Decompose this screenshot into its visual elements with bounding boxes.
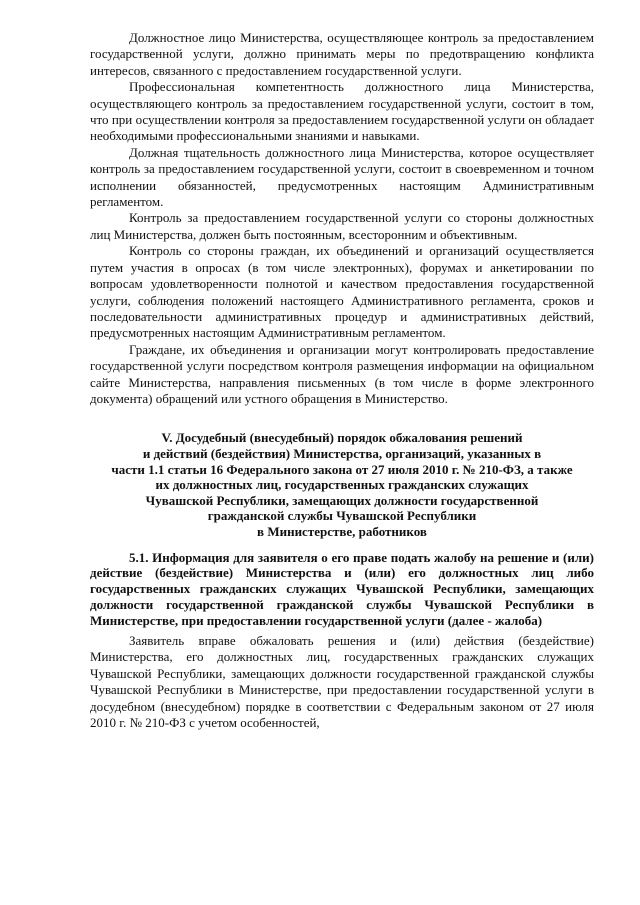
paragraph-citizens-monitoring: Граждане, их объединения и организации могут контролировать предоставление государственной услуги посредством контроля размещения информации на официальном сайте Министерства, направления письменных (в том числе в форме электронного документа) обращений или устного обращения в Министерство. (90, 341, 594, 406)
section-heading-line: и действий (бездействия) Министерства, организаций, указанных в (142, 445, 542, 461)
section-heading-line: V. Досудебный (внесудебный) порядок обжалования решений (161, 430, 523, 446)
section-heading-line: части 1.1 статьи 16 Федерального закона от 27 июля 2010 г. № 210-ФЗ, а также (111, 461, 573, 477)
document-body (90, 30, 594, 731)
section-heading-line: в Министерстве, работников (257, 523, 427, 539)
section-v-heading (90, 430, 594, 539)
paragraph-competence: Профессиональная компетентность должностного лица Министерства, осуществляющего контроль за предоставлением государственной услуги, состоит в том, что при осуществлении контроля за предоставлением государственной услуги он обладает необходимыми профессиональными знаниями и навыками. (90, 79, 594, 144)
paragraph-right-to-appeal: Заявитель вправе обжаловать решения и (или) действия (бездействие) Министерства, его должностных лиц, государственных гражданских служащих Чувашской Республики, замещающих должности государственной гражданской службы Чувашской Республики в Министерстве, при предоставлении государственной услуги в досудебном (внесудебном) порядке в соответствии с Федеральным законом от 27 июля 2010 г. № 210-ФЗ с учетом особенностей, (90, 633, 594, 731)
section-heading-line: гражданской службы Чувашской Республики (207, 508, 477, 524)
subsection-5-1-heading: 5.1. Информация для заявителя о его праве подать жалобу на решение и (или) действие (бездействие) Министерства и (или) его должностных лиц либо государственных гражданских служащих Чувашской Республики, замещающих должности государственной гражданской службы Чувашской Республики в Министерстве, при предоставлении государственной услуги (далее - жалоба) (90, 549, 594, 629)
paragraph-conflict-of-interest: Должностное лицо Министерства, осуществляющее контроль за предоставлением государственной услуги, должно принимать меры по предотвращению конфликта интересов, связанного с предоставлением государственной услуги. (90, 30, 594, 78)
paragraph-control-citizens: Контроль со стороны граждан, их объединений и организаций осуществляется путем участия в опросах (в том числе электронных), форумах и анкетировании по вопросам удовлетворенности полнотой и качеством предоставления государственной услуги, соблюдения положений настоящего Административного регламента, сроков и последовательности административных процедур и административных действий, предусмотренных настоящим Административным регламентом. (90, 243, 594, 341)
section-heading-line: Чувашской Республики, замещающих должности государственной (145, 492, 539, 508)
paragraph-control-officials: Контроль за предоставлением государственной услуги со стороны должностных лиц Министерства, должен быть постоянным, всесторонним и объективным. (90, 210, 594, 242)
section-heading-line: их должностных лиц, государственных гражданских служащих (155, 477, 529, 493)
paragraph-diligence: Должная тщательность должностного лица Министерства, которое осуществляет контроль за предоставлением государственной услуги, состоит в своевременном и точном исполнении обязанностей, предусмотренных настоящим Административным регламентом. (90, 144, 594, 210)
